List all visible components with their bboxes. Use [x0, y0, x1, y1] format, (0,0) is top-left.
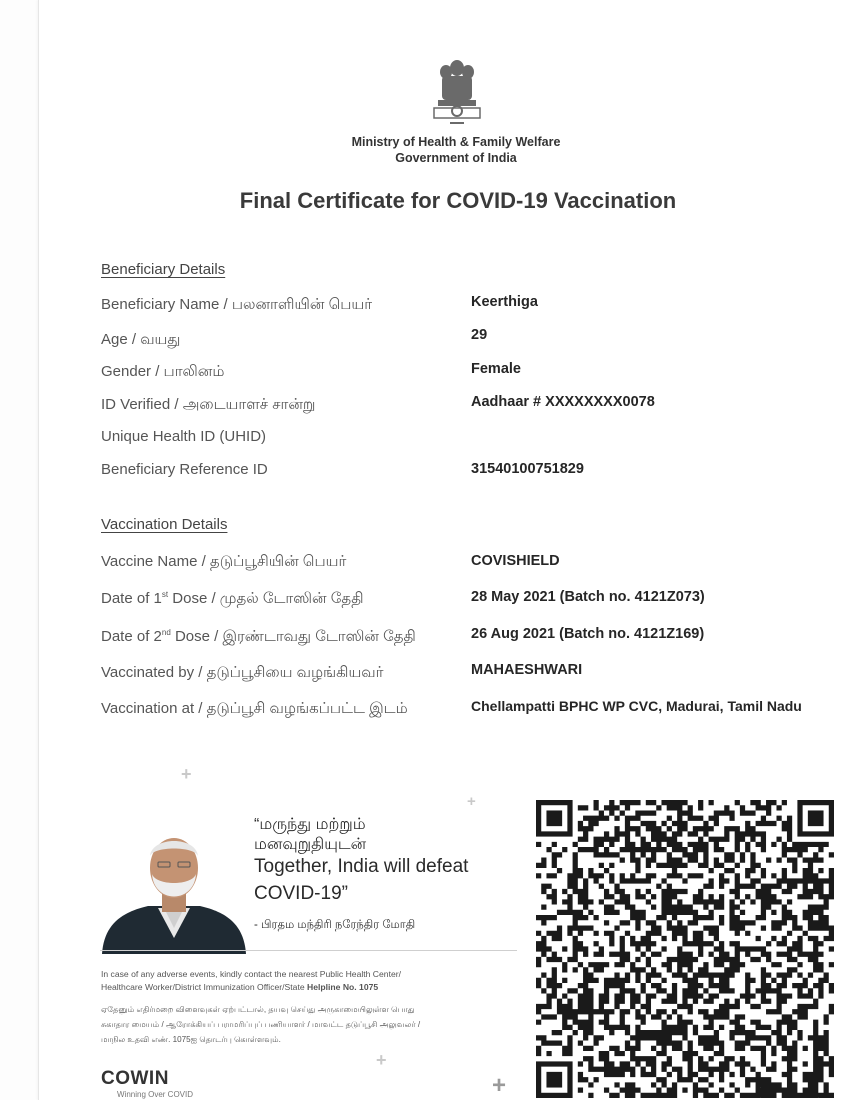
quote-attribution: - பிரதம மந்திரி நரேந்திர மோதி — [254, 919, 416, 931]
plus-icon: + — [467, 793, 476, 810]
plus-icon: + — [376, 1050, 387, 1070]
quote-english-line1: Together, India will defeat — [254, 856, 469, 877]
vaccination-details-heading: Vaccination Details — [101, 516, 228, 533]
first-dose-label: Date of 1st Dose / முதல் டோஸின் தேதி — [101, 590, 364, 607]
beneficiary-name-value: Keerthiga — [471, 294, 538, 310]
beneficiary-name-label: Beneficiary Name / பலனாளியின் பெயர் — [101, 296, 373, 313]
portrait-photo — [98, 828, 250, 954]
national-emblem-icon — [428, 56, 486, 132]
id-verified-label: ID Verified / அடையாளச் சான்று — [101, 396, 316, 413]
vaccination-at-label: Vaccination at / தடுப்பூசி வழங்கப்பட்ட இடம் — [101, 700, 408, 717]
second-dose-label: Date of 2nd Dose / இரண்டாவது டோஸின் தேதி — [101, 628, 416, 645]
age-value: 29 — [471, 327, 488, 343]
certificate-title: Final Certificate for COVID-19 Vaccination — [239, 188, 677, 213]
uhid-label: Unique Health ID (UHID) — [101, 428, 267, 445]
government-name: Government of India — [395, 151, 517, 165]
vaccinated-by-value: MAHAESHWARI — [471, 662, 583, 678]
qr-code[interactable] — [536, 800, 834, 1098]
adverse-events-tamil: ஏதேனும் எதிர்மறை விளைவுகள் ஏற்பட்டால், தயவு செய்து அருகாமையிலுள்ள பொது சுகாதார மையம் / ஆரோக்கியப் பராமரிப்புப் பணியாளர் / மாவட்ட தடுப்பூசி அலுவலர் / மாநில உதவி எண். 1075ஐ தொடர்பு கொள்ளவும். — [101, 1005, 421, 1044]
quote-tamil-line1: “மருந்து மற்றும் — [254, 816, 366, 833]
first-dose-value: 28 May 2021 (Batch no. 4121Z073) — [471, 589, 705, 605]
plus-icon: + — [181, 764, 192, 784]
beneficiary-reference-id-value: 31540100751829 — [471, 461, 584, 477]
gender-value: Female — [471, 361, 521, 377]
ministry-name: Ministry of Health & Family Welfare — [351, 135, 561, 149]
vaccinated-by-label: Vaccinated by / தடுப்பூசியை வழங்கியவர் — [101, 664, 384, 681]
vaccination-at-value: Chellampatti BPHC WP CVC, Madurai, Tamil Nadu — [471, 698, 802, 714]
beneficiary-reference-id-label: Beneficiary Reference ID — [101, 461, 268, 478]
adverse-events-english: In case of any adverse events, kindly contact the nearest Public Health Center/ Healthcare Worker/District Immunization Officer/State Helpline No. 1075 — [101, 969, 401, 992]
second-dose-value: 26 Aug 2021 (Batch no. 4121Z169) — [471, 626, 705, 642]
id-verified-value: Aadhaar # XXXXXXXX0078 — [471, 394, 655, 410]
age-label: Age / வயது — [101, 331, 181, 348]
cowin-tagline: Winning Over COVID — [117, 1090, 194, 1099]
quote-tamil-line2: மனவுறுதியுடன் — [254, 836, 367, 853]
cowin-logo: COWIN — [101, 1068, 169, 1089]
vaccine-name-value: COVISHIELD — [471, 553, 560, 569]
plus-icon: + — [492, 1072, 507, 1099]
gender-label: Gender / பாலினம் — [101, 363, 225, 380]
quote-english-line2: COVID-19” — [254, 883, 348, 904]
divider — [100, 950, 517, 951]
vaccine-name-label: Vaccine Name / தடுப்பூசியின் பெயர் — [101, 553, 347, 570]
beneficiary-details-heading: Beneficiary Details — [101, 261, 226, 278]
